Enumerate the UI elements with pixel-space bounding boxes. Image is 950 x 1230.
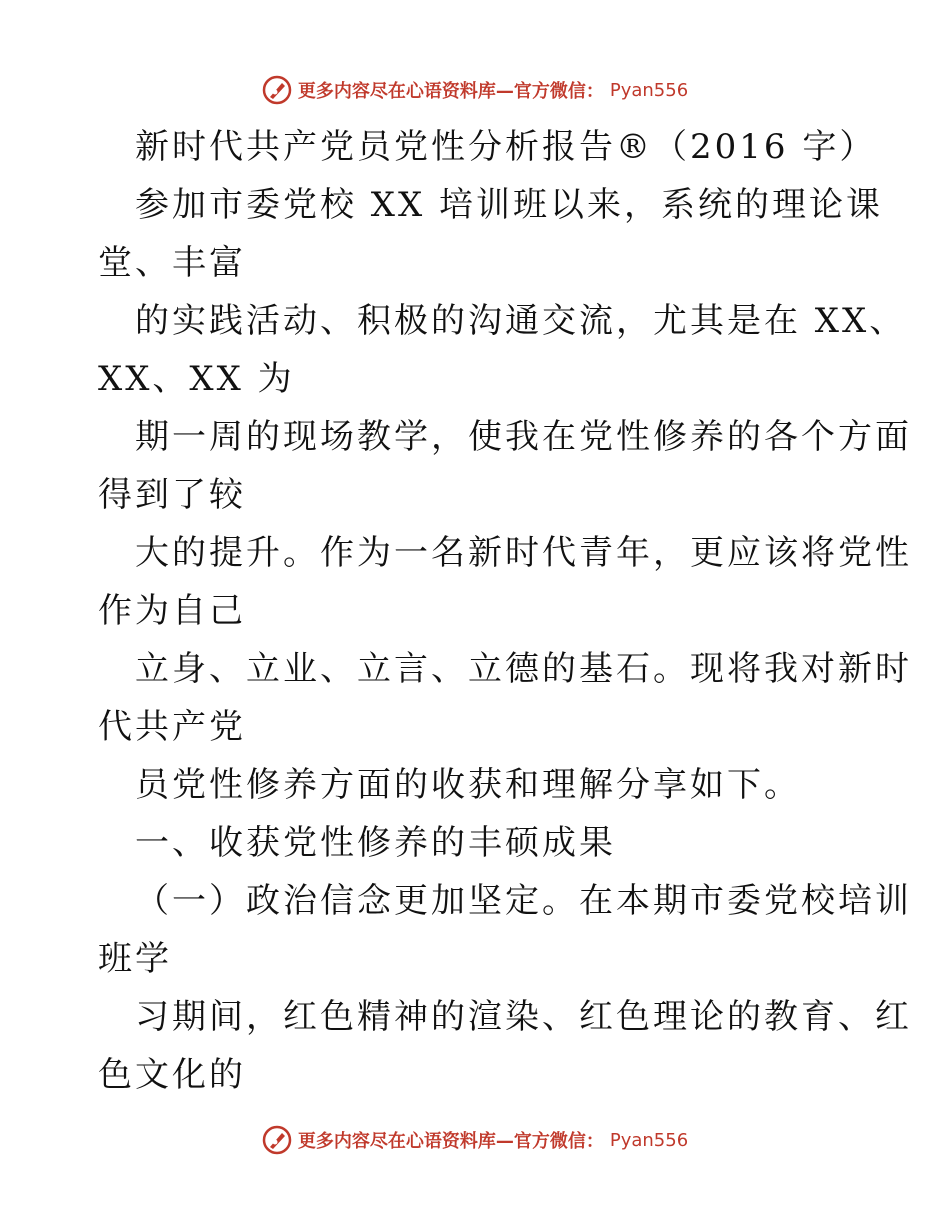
- paragraph-line: 大的提升。作为一名新时代青年，更应该将党性: [135, 533, 912, 573]
- paragraph-line: 的实践活动、积极的沟通交流，尤其是在 XX、: [135, 301, 907, 341]
- watermark-text: 更多内容尽在心语资料库—官方微信：: [297, 81, 604, 102]
- watermark-banner-bottom: [0, 1120, 950, 1160]
- watermark-wechat-id: Pyan556: [609, 79, 689, 101]
- paragraph-line: 员党性修养方面的收获和理解分享如下。: [135, 765, 801, 805]
- quill-seal-icon: [262, 1125, 292, 1155]
- document-title: 新时代共产党员党性分析报告®（2016 字）: [135, 127, 877, 167]
- subsection-heading: （一）政治信念更加坚定。在本期市委党校培训: [135, 881, 912, 921]
- quill-seal-icon: [262, 75, 292, 105]
- watermark-wechat-id: Pyan556: [609, 1129, 689, 1151]
- paragraph-line: 班学: [98, 939, 172, 979]
- paragraph-line: 期一周的现场教学，使我在党性修养的各个方面: [135, 417, 912, 457]
- section-heading: 一、收获党性修养的丰硕成果: [135, 823, 616, 863]
- paragraph-line: 堂、丰富: [98, 243, 246, 283]
- watermark-banner-top: [0, 70, 950, 110]
- document-body: [98, 118, 912, 1104]
- paragraph-line: 代共产党: [98, 707, 246, 747]
- paragraph-line: 作为自己: [98, 591, 246, 631]
- paragraph-line: 习期间，红色精神的渲染、红色理论的教育、红: [135, 997, 912, 1037]
- paragraph-line: 立身、立业、立言、立德的基石。现将我对新时: [135, 649, 912, 689]
- paragraph-line: 参加市委党校 XX 培训班以来，系统的理论课: [135, 185, 884, 225]
- paragraph-line: 色文化的: [98, 1055, 246, 1095]
- watermark-text: 更多内容尽在心语资料库—官方微信：: [297, 1131, 604, 1152]
- paragraph-line: 得到了较: [98, 475, 246, 515]
- paragraph-line: XX、XX 为: [98, 359, 295, 399]
